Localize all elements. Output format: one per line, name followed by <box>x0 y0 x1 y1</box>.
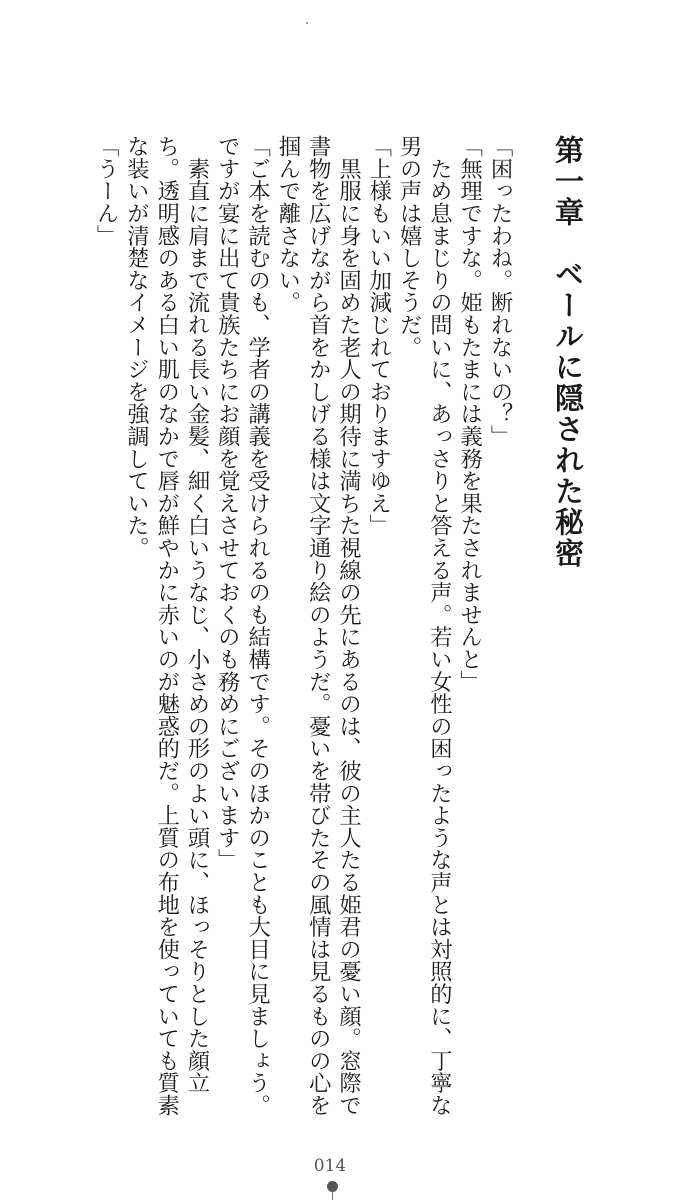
paragraph: 「ご本を読むのも、学者の講義を受けられるのも結構です。そのほかのことも大目に見ましょう。ですが宴に出て貴族たちにお顔を覚えさせておくのも務めにございます」 <box>214 135 271 1117</box>
paragraph: 「困ったわね。断れないの？」 <box>487 135 513 448</box>
paragraph: 「無理ですな。姫もたまには義務を果たされませんと」 <box>456 135 483 693</box>
paragraph: 素直に肩まで流れる長い金髪、細く白いうなじ、小さめの形のよい頭に、ほっそりとした顔立ち。透明感のある白い肌のなかで唇が鮮やかに赤いのが魅惑的だ。上質の布地を使っていても質素な装いが清楚なイメージを強調していた。 <box>123 135 211 1117</box>
folio-dot-icon <box>327 1181 338 1192</box>
paragraph: 「上様もいい加減じれておりますゆえ」 <box>365 135 392 537</box>
paragraph: 「うーん」 <box>93 135 120 247</box>
body-text <box>45 135 515 1135</box>
paragraph: 黒服に身を固めた老人の期待に満ちた視線の先にあるのは、彼の主人たる姫君の憂い顔。窓際で書物を広げながら首をかしげる様は文字通り絵のようだ。憂いを帯びたその風情は見るものの心を掴んで離さない。 <box>274 135 362 1117</box>
page-number: 014 <box>313 1156 347 1176</box>
paragraph: ため息まじりの問いに、あっさりと答える声。若い女性の困ったような声とは対照的に、丁寧な男の声は嬉しそうだ。 <box>396 135 453 1117</box>
top-mark <box>306 22 308 24</box>
chapter-title: 第一章 ベールに隠された秘密 <box>551 135 585 569</box>
folio-stem <box>332 1192 333 1200</box>
